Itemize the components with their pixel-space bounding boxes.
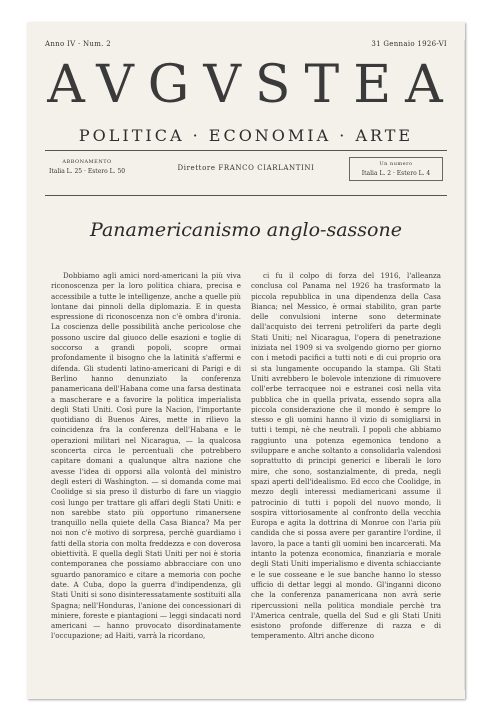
single-issue-box (349, 157, 443, 181)
article-text-right: ci fu il colpo di forza del 1916, l'alleanza conclusa col Panama nel 1926 ha trasformato la piccola repubblica in una dipendenza della Casa Bianca; nel Messico, è ormai stabilito, gran parte delle convulsioni interne sono determinate dall'acquisto dei terreni petroliferi da parte degli Stati Uniti; nel Nicaragua, l'opera di penetrazione iniziata nel 1909 si va svolgendo giorno per giorno con i metodi pacifici a tutti noti e di cui proprio ora si sta lungamente occupando la stampa. Gli Stati Uniti avrebbero le bolevole intenzione di rimuovere coll'erbe terracquee noi e estranei così nella vita pubblica che in quella privata, essendo sopra alla piccola considerazione che il mondo è sempre lo stesso e gli uomini hanno il vizio di somigliarsi in tutti i tempi, nè che neutrali. I popoli che abbiamo raggiunto una potenza egemonica tendono a sviluppare e anche soltanto a consolidarla valendosi soprattutto di principi generici e liberali le loro mire, che sono, sostanzialmente, di preda, negli spazi aperti dell'idealismo. Ed ecco che Coolidge, in mezzo degli interessi mediamericani assume il patrocinio di tutti i popoli del nuovo mondo, li sospira vittoriosamente al confronto della vecchia Europa e agita la dottrina di Monroe con l'aria più candida che si possa avere per garantire l'ordine, il lavoro, la pace a tanti gli uomini ben incarcerati. Ma intanto la potenza economica, finanziaria e morale degli Stati Uniti imperialismo e diventa schiacciante e le sue cosseane e le sue banche hanno lo stesso ufficio di dettar leggi al mondo. Gl'inganni dicono che la conferenza panamericana non avrà serie ripercussioni nella politica mondiale perchè tra l'America centrale, quella del Sud e gli Stati Uniti esistono profonde differenze di razza e di temperamento. Altri anche dicono (251, 271, 441, 641)
issue-number: Anno IV · Num. 2 (45, 40, 111, 48)
magazine-page (27, 22, 465, 699)
article-column-left (51, 271, 241, 642)
masthead-subtitle: POLITICA · ECONOMIA · ARTE (78, 126, 414, 145)
subscription-price: Italia L. 25 · Estero L. 50 (49, 168, 126, 175)
single-issue-label: Un numero (379, 161, 413, 167)
article-title: Panamericanismo anglo-sassone (90, 219, 402, 241)
info-bar (45, 150, 447, 196)
subscription-label: ABBONAMENTO (62, 159, 112, 165)
issue-date: 31 Gennaio 1926-VI (371, 40, 447, 48)
masthead-title: AVGVSTEA (47, 55, 457, 115)
issue-line (45, 38, 447, 50)
director-line: Direttore FRANCO CIARLANTINI (177, 164, 315, 172)
single-issue-price: Italia L. 2 · Estero L. 4 (361, 170, 431, 177)
article-column-right (251, 271, 441, 642)
article-text-left: Dobbiamo agli amici nord-americani la più viva riconoscenza per la loro politica chiara, precisa e accessibile a tutte le intelligenze, anche a quelle più lontane dai pinnoli della diplomazia. E in questa espressione di riconoscenza non c'è ombra d'ironia. La coscienza delle possibilità anche pericolose che possono uscire dal giuoco delle esazioni e toglie di soccorso a grandi popoli, scopre ormai profondamente il bisogno che la latinità s'affermi e difenda. Gli studenti latino-americani di Parigi e di Berlino hanno denunziato la conferenza panamericana dell'Habana come una farsa destinata a mascherare e a favorire la politica imperialista degli Stati Uniti. Così pure la Nacion, l'importante quotidiano di Buenos Aires, mette in rilievo la coincidenza fra la conferenza dell'Habana e le operazioni militari nel Nicaragua, — la qualcosa sconcerta circa le percentuali che potrebbero capitare domani a qualunque altra nazione che avesse l'idea di opporsi alla volontà del ministro degli esteri di Washington. — si domanda come mai Coolidge si sia preso il disturbo di fare un viaggio così lungo per trattare gli affari degli Stati Uniti: e non sarebbe stato più opportuno rimanersene tranquillo nella quiete della Casa Bianca? Ma per noi non c'è motivo di sorpresa, perchè guardiamo i fatti della storia con molta freddezza e con doverosa obiettività. E quella degli Stati Uniti per noi è storia contemporanea che possiamo abbracciare con uno sguardo panoramico e citare a memoria con poche date. A Cuba, dopo la guerra d'indipendenza, gli Stati Uniti si sono disinteressatamente sostituiti alla Spagna; nell'Honduras, l'anione dei concessionari di miniere, foreste e piantagioni — leggi sindacati nord americani — hanno provocato disordinatamente l'occupazione; ad Haiti, varrà la ricordano, (51, 271, 241, 641)
